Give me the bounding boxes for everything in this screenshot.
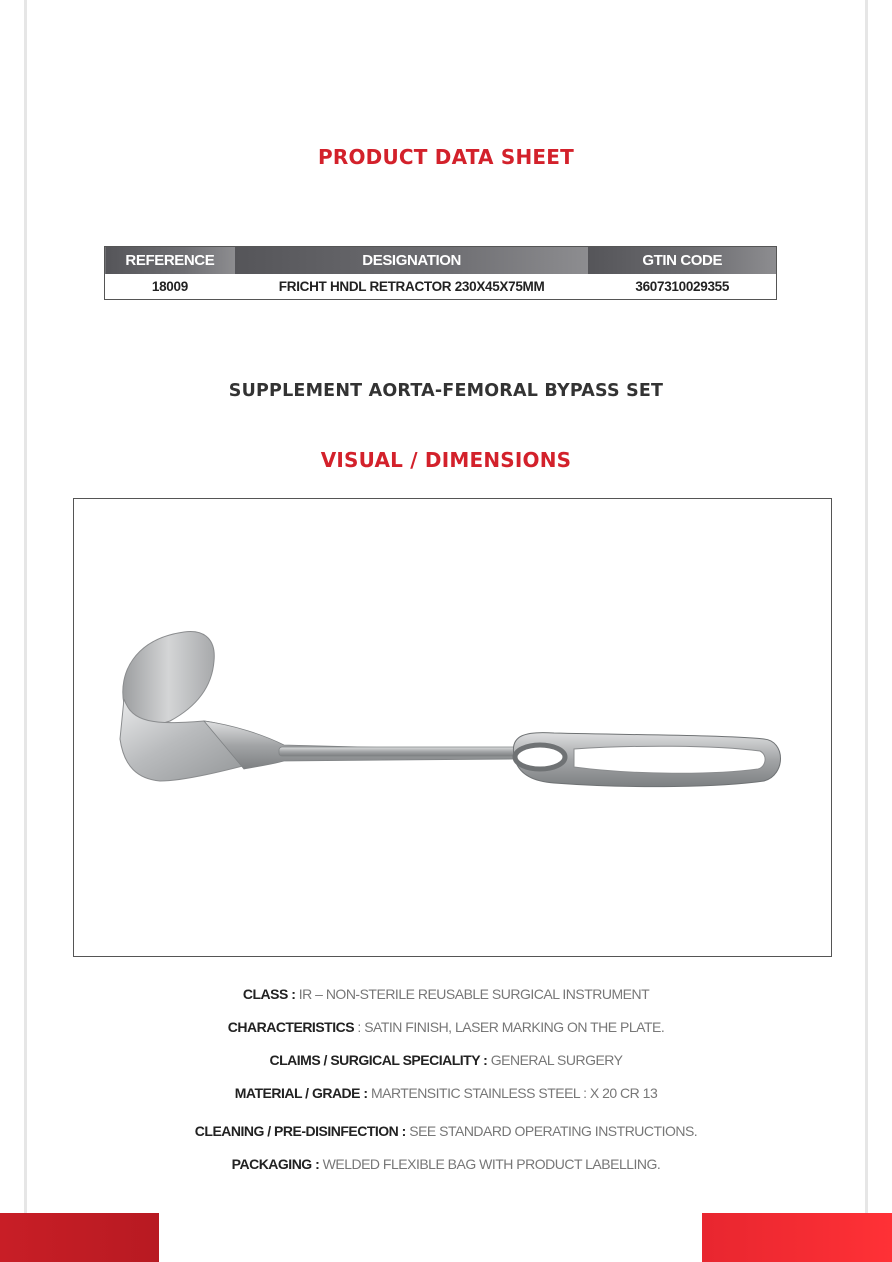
cell-gtin: 3607310029355 (635, 279, 730, 294)
header-reference: REFERENCE (105, 247, 235, 275)
spec-claims (0, 1052, 892, 1068)
spec-cleaning-label: CLEANING / PRE-DISINFECTION : (194, 1123, 406, 1139)
spec-cleaning (0, 1123, 892, 1139)
cell-reference: 18009 (151, 279, 188, 294)
spec-claims-value: GENERAL SURGERY (487, 1052, 623, 1068)
spec-packaging (0, 1156, 892, 1172)
footer-bar-left (0, 1213, 159, 1262)
spec-class-label: CLASS : (242, 986, 296, 1002)
spec-characteristics-value: : SATIN FINISH, LASER MARKING ON THE PLATE. (354, 1019, 665, 1035)
product-visual-frame (73, 498, 832, 957)
table-row (105, 274, 777, 300)
spec-class-value: IR – NON-STERILE REUSABLE SURGICAL INSTRUMENT (295, 986, 650, 1002)
spec-packaging-label: PACKAGING : (231, 1156, 320, 1172)
spec-material-label: MATERIAL / GRADE : (234, 1085, 368, 1101)
spec-packaging-value: WELDED FLEXIBLE BAG WITH PRODUCT LABELLING. (319, 1156, 661, 1172)
spec-cleaning-value: SEE STANDARD OPERATING INSTRUCTIONS. (405, 1123, 698, 1139)
header-gtin-code: GTIN CODE (588, 247, 776, 275)
footer-bar-right (702, 1213, 892, 1262)
spec-characteristics (0, 1019, 892, 1035)
cell-designation: FRICHT HNDL RETRACTOR 230X45X75MM (278, 279, 545, 294)
retractor-icon (74, 499, 831, 956)
spec-material-value: MARTENSITIC STAINLESS STEEL : X 20 CR 13 (367, 1085, 658, 1101)
spec-class (0, 986, 892, 1002)
table-header-row (105, 247, 777, 275)
spec-claims-label: CLAIMS / SURGICAL SPECIALITY : (269, 1052, 488, 1068)
spec-characteristics-label: CHARACTERISTICS (227, 1019, 355, 1035)
spec-material (0, 1085, 892, 1101)
visual-heading: VISUAL / DIMENSIONS (320, 448, 572, 472)
page-title: PRODUCT DATA SHEET (318, 145, 574, 169)
header-designation: DESIGNATION (235, 247, 589, 275)
set-name: SUPPLEMENT AORTA-FEMORAL BYPASS SET (228, 381, 664, 401)
product-reference-table (104, 246, 777, 300)
